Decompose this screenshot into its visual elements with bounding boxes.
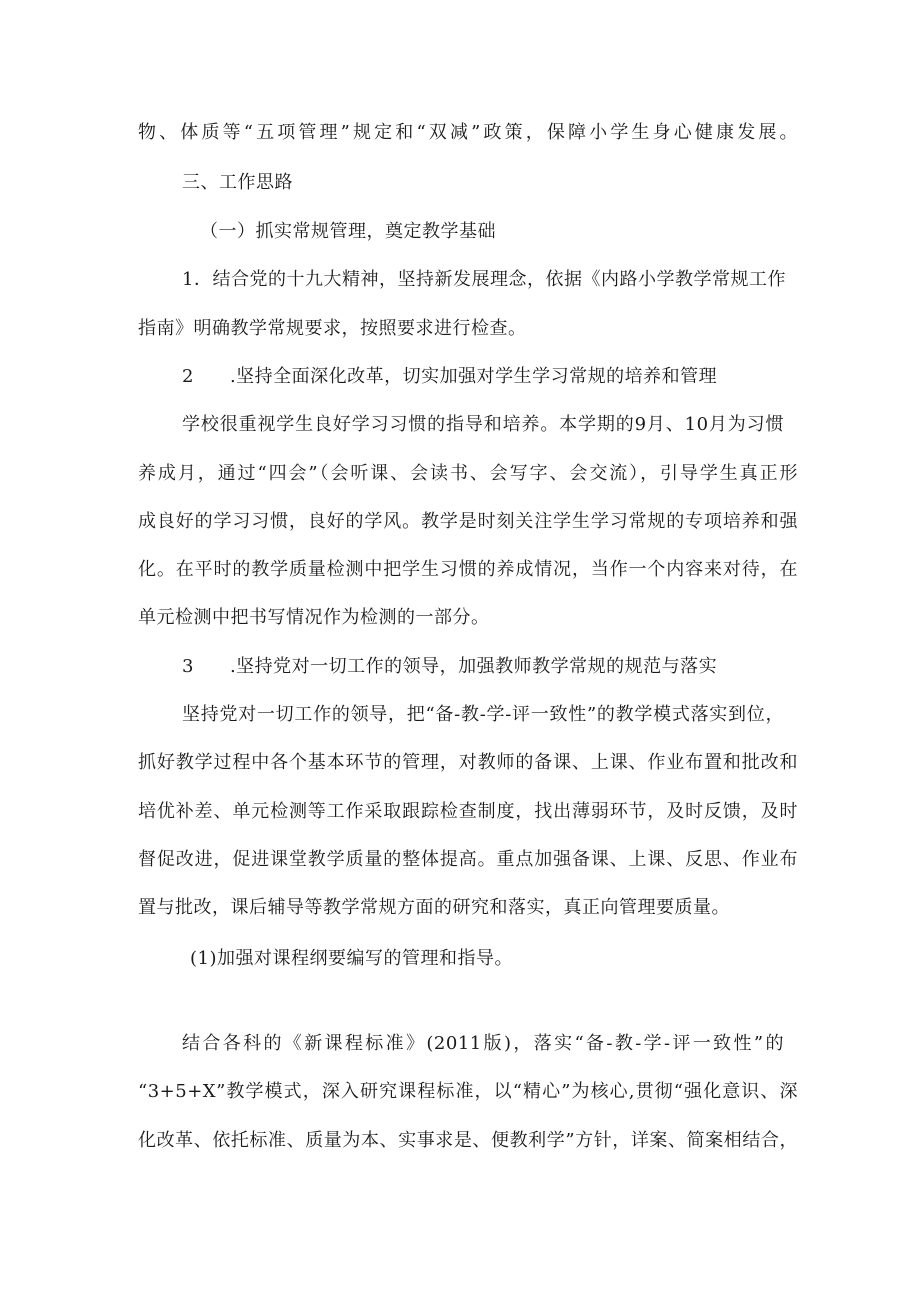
section-heading: 三、工作思路 — [182, 172, 293, 193]
paragraph-line: 培优补差、单元检测等工作采取跟踪检查制度，找出薄弱环节，及时反馈，及时 — [138, 801, 798, 822]
paragraph-line: 结合各科的《新课程标准》(2011版)，落实“备-教-学-评一致性”的 — [182, 1033, 784, 1054]
list-number: 3 — [182, 656, 194, 677]
paragraph-line: 坚持党对一切工作的领导，把“备-教-学-评一致性”的教学模式落实到位， — [182, 704, 784, 725]
list-item-heading — [182, 364, 842, 390]
paragraph-line: “3+5+X”教学模式，深入研究课程标准，以“精心”为核心,贯彻“强化意识、深 — [138, 1081, 798, 1102]
paragraph-line: 学校很重视学生良好学习习惯的指导和培养。本学期的9月、10月为习惯 — [182, 414, 784, 435]
paragraph-line: 指南》明确教学常规要求，按照要求进行检查。 — [138, 318, 527, 339]
list-heading-text: .坚持党对一切工作的领导，加强教师教学常规的规范与落实 — [229, 656, 718, 677]
subsection-item: (1)加强对课程纲要编写的管理和指导。 — [190, 948, 513, 969]
paragraph-line: 化。在平时的教学质量检测中把学生习惯的养成情况，当作一个内容来对待，在 — [138, 559, 798, 580]
paragraph-line: 1．结合党的十九大精神，坚持新发展理念，依据《内路小学教学常规工作 — [182, 269, 786, 290]
paragraph-line: 化改革、依托标准、质量为本、实事求是、便教利学”方针，详案、简案相结合， — [138, 1130, 798, 1151]
list-item-heading — [182, 654, 842, 680]
paragraph-line: 养成月，通过“四会”（会听课、会读书、会写字、会交流），引导学生真正形 — [138, 463, 798, 484]
paragraph-line: 督促改进，促进课堂教学质量的整体提高。重点加强备课、上课、反思、作业布 — [138, 849, 798, 870]
list-heading-text: .坚持全面深化改革，切实加强对学生学习常规的培养和管理 — [229, 366, 718, 387]
paragraph-line: 成良好的学习习惯，良好的学风。教学是时刻关注学生学习常规的专项培养和强 — [138, 511, 798, 532]
paragraph-line: 物、体质等“五项管理”规定和“双减”政策，保障小学生身心健康发展。 — [138, 122, 798, 143]
paragraph-line: 抓好教学过程中各个基本环节的管理，对教师的备课、上课、作业布置和批改和 — [138, 752, 798, 773]
paragraph-line: 置与批改，课后辅导等教学常规方面的研究和落实，真正向管理要质量。 — [138, 897, 730, 918]
paragraph-line: 单元检测中把书写情况作为检测的一部分。 — [138, 607, 490, 628]
subsection-heading: （一）抓实常规管理，奠定教学基础 — [200, 221, 496, 242]
list-number: 2 — [182, 366, 194, 387]
